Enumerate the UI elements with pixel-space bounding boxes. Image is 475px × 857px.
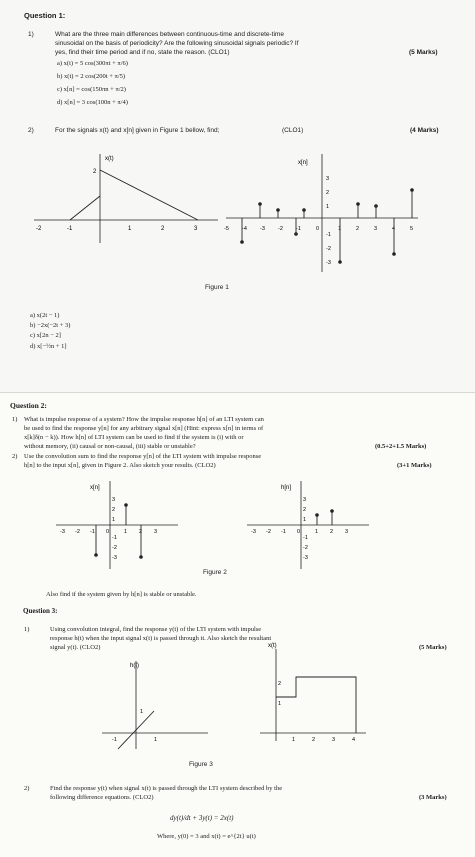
figure-3-ht-plot: [100, 653, 210, 753]
stem-dot: [315, 513, 319, 517]
ytick: -2: [112, 545, 117, 551]
ylabel: h[n]: [281, 485, 292, 491]
xtick: 1: [292, 737, 296, 743]
exam-page-2: [0, 392, 475, 857]
xtick: -3: [251, 529, 256, 535]
xtick: 4: [392, 226, 396, 232]
xtick: -1: [67, 226, 73, 232]
ylabel: x[n]: [90, 485, 100, 491]
ytick: 2: [112, 507, 116, 513]
stem-dot: [276, 208, 280, 212]
stem-dot: [356, 202, 360, 206]
q1-p1-item-b: b) x(t) = 2 cos(200t + π/5): [57, 73, 126, 80]
xtick: 1: [338, 226, 342, 232]
q2-stable-text: Also find if the system given by h[n] is stable or unstable.: [46, 591, 197, 598]
xtick: 2: [161, 226, 165, 232]
q1-p1-marks: (5 Marks): [409, 49, 438, 56]
q1-p2-text: For the signals x(t) and x[n] given in Figure 1 bellow, find;: [55, 127, 220, 134]
q2-p1-line-3: x[k]δ(n − k)). How h[n] of LTI system can be used to find if the system is (i) with or: [24, 434, 244, 441]
stem-dot: [294, 232, 298, 236]
stem-dot: [302, 208, 306, 212]
figure-3-caption: Figure 3: [189, 761, 213, 768]
q1-p1-item-d: d) x[n] = 3 cos(100n + π/4): [57, 99, 128, 106]
figure-1-caption: Figure 1: [205, 284, 229, 291]
ylabel: x(t): [268, 643, 277, 649]
q3-p1-number: 1): [24, 626, 30, 633]
stem-dot: [139, 555, 143, 559]
ytick: 2: [278, 681, 282, 687]
xtick: 2: [330, 529, 334, 535]
ytick: -1: [326, 232, 331, 238]
ytick: -1: [303, 535, 308, 541]
ytick: 1: [303, 517, 307, 523]
exam-page-1: [0, 0, 475, 392]
ytick: 2: [326, 190, 330, 196]
xtick: -3: [60, 529, 65, 535]
figure-2-hn-plot: [245, 477, 375, 572]
ytick: -1: [112, 535, 117, 541]
ytick: 1: [140, 709, 144, 715]
q2-p1-line-4: without memory, (ii) causal or non-causal, (iii) stable or unstable?: [24, 443, 196, 450]
xtick: 2: [139, 529, 143, 535]
q3-p2-marks: (3 Marks): [419, 794, 447, 801]
q1-p1-number: 1): [28, 31, 34, 38]
xtick: -1: [296, 226, 301, 232]
stem-dot: [338, 260, 342, 264]
q3-equation: dy(t)/dt + 3y(t) = 2x(t): [170, 814, 234, 822]
xtick: 3: [374, 226, 378, 232]
xtick: 3: [345, 529, 349, 535]
q2-p2-number: 2): [12, 453, 18, 460]
xtick: 3: [154, 529, 158, 535]
q3-heading: Question 3:: [23, 607, 58, 615]
xtick: -1: [281, 529, 286, 535]
xtick: -2: [266, 529, 271, 535]
q2-p2-line-2: h[n] to the input x[n], given in Figure 2. Also sketch your results. (CLO2): [24, 462, 216, 469]
ytick: 2: [93, 169, 97, 175]
q2-p1-line-1: What is impulse response of a system? How the impulse response h[n] of an LTI system can: [24, 416, 264, 423]
xtick: 2: [312, 737, 316, 743]
ytick: 1: [278, 701, 282, 707]
q1-p2-item-b: b) −2x(−2t + 3): [30, 322, 71, 329]
xtick: 4: [352, 737, 356, 743]
ytick: 3: [326, 176, 330, 182]
ytick: 3: [112, 497, 116, 503]
xtick: 1: [124, 529, 128, 535]
xtick: 2: [356, 226, 360, 232]
xtick: -4: [242, 226, 247, 232]
q3-p1-line-3: signal y(t). (CLO2): [50, 644, 101, 651]
xtick: 3: [332, 737, 336, 743]
figure-3-xt-plot: [258, 637, 368, 747]
stem-dot: [410, 188, 414, 192]
xtick: -5: [224, 226, 229, 232]
signal-segment-down: [100, 170, 198, 220]
figure-2-xn-plot: [54, 477, 184, 572]
stem-dot: [258, 202, 262, 206]
xtick: 0: [106, 529, 110, 535]
q1-p1-line-1: What are the three main differences between continuous-time and discrete-time: [55, 31, 284, 38]
ylabel: x[n]: [298, 160, 308, 166]
xtick: 3: [194, 226, 198, 232]
xtick: -1: [90, 529, 95, 535]
q3-p1-line-1: Using convolution integral, find the response y(t) of the LTI system with impulse: [50, 626, 262, 633]
q1-p1-item-c: c) x[n] = cos(150πn + π/2): [57, 86, 126, 93]
q1-p2-item-d: d) x[−½n + 1]: [30, 343, 67, 350]
ylabel: h(t): [130, 663, 139, 669]
q1-heading: Question 1:: [24, 11, 66, 20]
q3-p2-number: 2): [24, 785, 30, 792]
q2-heading: Question 2:: [10, 401, 47, 410]
figure-1-xn-plot: [222, 150, 422, 275]
ytick: 1: [326, 204, 330, 210]
figure-1-xt-plot: [30, 148, 220, 248]
q1-p2-clo: (CLO1): [282, 127, 304, 134]
xtick: 5: [410, 226, 414, 232]
stem-dot: [94, 553, 98, 557]
stem-dot: [392, 252, 396, 256]
q2-p2-line-1: Use the convolution sum to find the response y[n] of the LTI system with impulse response: [24, 453, 262, 460]
q1-p2-marks: (4 Marks): [410, 127, 439, 134]
xtick: 1: [315, 529, 319, 535]
q2-p1-number: 1): [12, 416, 18, 423]
q1-p2-item-c: c) x[2n − 2]: [30, 332, 61, 339]
ylabel: x(t): [105, 156, 114, 162]
q3-p2-line-2: following difference equations. (CLO2): [50, 794, 154, 801]
q2-p1-marks: (0.5+2+1.5 Marks): [375, 443, 427, 450]
ytick: -2: [326, 246, 331, 252]
xtick: 1: [154, 737, 158, 743]
stem-dot: [124, 503, 128, 507]
xtick: 0: [316, 226, 320, 232]
ytick: -3: [112, 555, 117, 561]
q1-p2-number: 2): [28, 127, 34, 134]
q1-p2-item-a: a) x(2t − 1): [30, 312, 60, 319]
ytick: 3: [303, 497, 307, 503]
xtick: -2: [36, 226, 42, 232]
q3-p2-line-1: Find the response y(t) when signal x(t) is passed through the LTI system described by the: [50, 785, 283, 792]
xtick: 1: [128, 226, 132, 232]
q1-p1-line-2: sinusoidal on the basis of periodicity? Are the following sinusoidal signals periodic? If: [55, 40, 299, 47]
ytick: -2: [303, 545, 308, 551]
ytick: -3: [303, 555, 308, 561]
q3-p1-line-2: response h(t) when the input signal x(t) is passed through it. Also sketch the resultant: [50, 635, 272, 642]
xtick: -3: [260, 226, 265, 232]
stem-dot: [330, 509, 334, 513]
q2-p2-marks: (3+1 Marks): [397, 462, 432, 469]
stem-dot: [240, 240, 244, 244]
xtick: -2: [278, 226, 283, 232]
stem-dot: [374, 204, 378, 208]
q2-p1-line-2: be used to find the response y[n] for any arbitrary signal x[n] (Hint: express x[n] in terms of: [24, 425, 264, 432]
xtick: -1: [112, 737, 117, 743]
ytick: -3: [326, 260, 331, 266]
figure-2-caption: Figure 2: [203, 569, 227, 576]
xtick: 0: [297, 529, 301, 535]
q3-p1-marks: (5 Marks): [419, 644, 447, 651]
signal-steps: [276, 677, 356, 733]
ytick: 2: [303, 507, 307, 513]
q1-p1-item-a: a) x(t) = 5 cos(300πt + π/6): [57, 60, 128, 67]
xtick: -2: [75, 529, 80, 535]
q3-where: Where, y(0) = 3 and x(t) = e^{2t} u(t): [157, 833, 256, 840]
ytick: 1: [112, 517, 116, 523]
q1-p1-line-3: yes, find their time period and if no, state the reason. (CLO1): [55, 49, 230, 56]
signal-segment-up: [70, 196, 100, 220]
